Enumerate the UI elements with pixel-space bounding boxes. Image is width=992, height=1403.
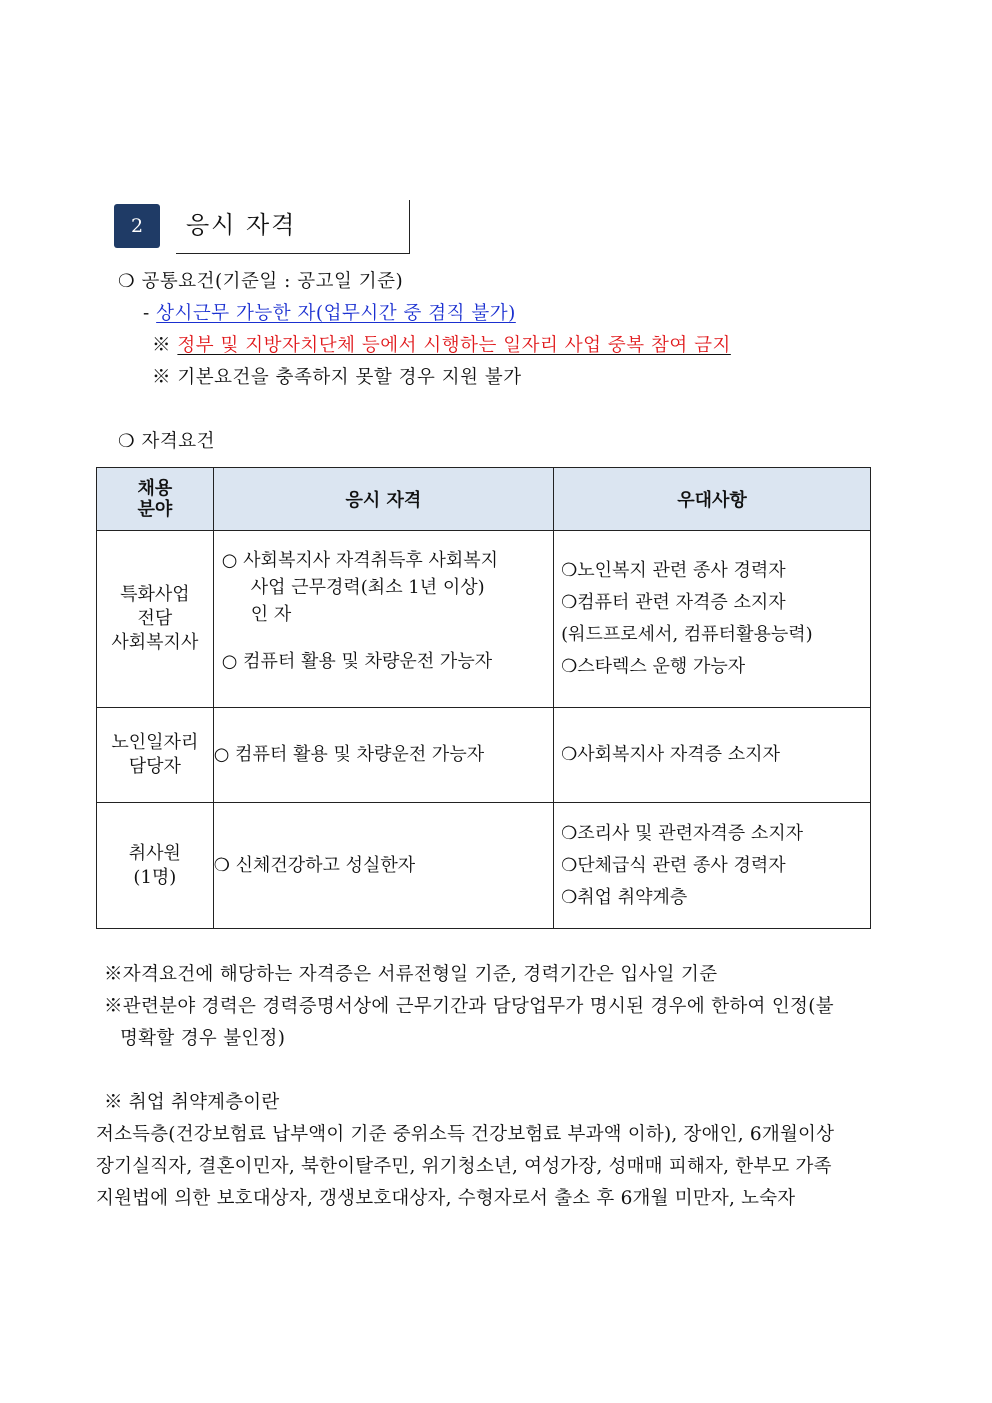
field-cell (97, 531, 214, 708)
field-line: 취사원 (128, 842, 181, 864)
basic-requirement-note: 기본요건을 충족하지 못할 경우 지원 불가 (177, 367, 522, 388)
dash-mark: - (143, 303, 150, 324)
preference-line: ❍스타렉스 운행 가능자 (561, 656, 746, 677)
section-title-border-bottom (176, 253, 410, 254)
duplicate-participation-warning: 정부 및 지방자치단체 등에서 시행하는 일자리 사업 중복 참여 금지 (177, 335, 731, 356)
note-2: ※관련분야 경력은 경력증명서상에 근무기간과 담당업무가 명시된 경우에 한하여 인정(불 (104, 996, 834, 1017)
qualification-heading: ❍ 자격요건 (118, 431, 215, 452)
qualification-cell (213, 708, 553, 803)
preference-line: ❍사회복지사 자격증 소지자 (561, 744, 780, 765)
header-field-line-1: 채용 (137, 478, 173, 499)
preference-cell (554, 708, 871, 803)
field-cell (97, 803, 214, 929)
preference-line: (워드프로세서, 컴퓨터활용능력) (561, 624, 813, 645)
fulltime-requirement: 상시근무 가능한 자(업무시간 중 겸직 불가) (156, 303, 516, 324)
vulnerable-line: 지원법에 의한 보호대상자, 갱생보호대상자, 수형자로서 출소 후 6개월 미만자, 노숙자 (96, 1188, 796, 1209)
preference-cell (554, 803, 871, 929)
reference-mark: ※ (152, 335, 172, 356)
field-line: 특화사업 (120, 584, 190, 605)
vulnerable-heading: ※ 취업 취약계층이란 (104, 1092, 280, 1113)
qualification-line: ○ 컴퓨터 활용 및 차량운전 가능자 (213, 744, 485, 765)
field-line: 담당자 (128, 756, 181, 777)
qualification-line: ○ 컴퓨터 활용 및 차량운전 가능자 (221, 651, 493, 672)
common-note-1 (152, 331, 731, 357)
field-line: (1명) (133, 866, 177, 888)
field-line: 노인일자리 (111, 732, 199, 753)
requirements-table (96, 467, 871, 929)
reference-mark: ※ (152, 367, 172, 388)
qualification-cell (213, 531, 553, 708)
vulnerable-line: 저소득층(건강보험료 납부액이 기준 중위소득 건강보험료 부과액 이하), 장애인, 6개월이상 (96, 1124, 835, 1145)
section-title: 응시 자격 (186, 211, 297, 239)
preference-line: ❍조리사 및 관련자격증 소지자 (561, 822, 804, 844)
table-header-row (97, 468, 871, 531)
preference-line: ❍컴퓨터 관련 자격증 소지자 (561, 592, 786, 613)
preference-line: ❍단체급식 관련 종사 경력자 (561, 854, 786, 876)
preference-cell (554, 531, 871, 708)
table-row (97, 708, 871, 803)
table-row (97, 531, 871, 708)
common-item-1 (143, 299, 516, 325)
field-cell (97, 708, 214, 803)
header-field (97, 468, 214, 531)
note-1: ※자격요건에 해당하는 자격증은 서류전형일 기준, 경력기간은 입사일 기준 (104, 964, 718, 985)
qualification-line: ❍ 신체건강하고 성실한자 (213, 854, 416, 876)
header-preference: 우대사항 (554, 468, 871, 531)
table-row (97, 803, 871, 929)
qualification-line: 사업 근무경력(최소 1년 이상) (250, 577, 485, 598)
qualification-line: ○ 사회복지사 자격취득후 사회복지 (221, 550, 499, 571)
note-2-continued: 명확할 경우 불인정) (120, 1028, 286, 1049)
preference-line: ❍취업 취약계층 (561, 886, 688, 908)
header-qualification: 응시 자격 (213, 468, 553, 531)
common-requirements-heading: ❍ 공통요건(기준일 : 공고일 기준) (118, 271, 404, 292)
section-title-border-right (409, 200, 410, 254)
qualification-cell (213, 803, 553, 929)
header-field-line-2: 분야 (137, 499, 173, 520)
vulnerable-line: 장기실직자, 결혼이민자, 북한이탈주민, 위기청소년, 여성가장, 성매매 피해자, 한부모 가족 (96, 1156, 832, 1177)
section-number-badge: 2 (114, 204, 160, 248)
common-note-2 (152, 363, 522, 389)
preference-line: ❍노인복지 관련 종사 경력자 (561, 560, 786, 581)
field-line: 전담 (137, 608, 173, 629)
field-line: 사회복지사 (111, 632, 199, 653)
qualification-line: 인 자 (250, 604, 292, 625)
